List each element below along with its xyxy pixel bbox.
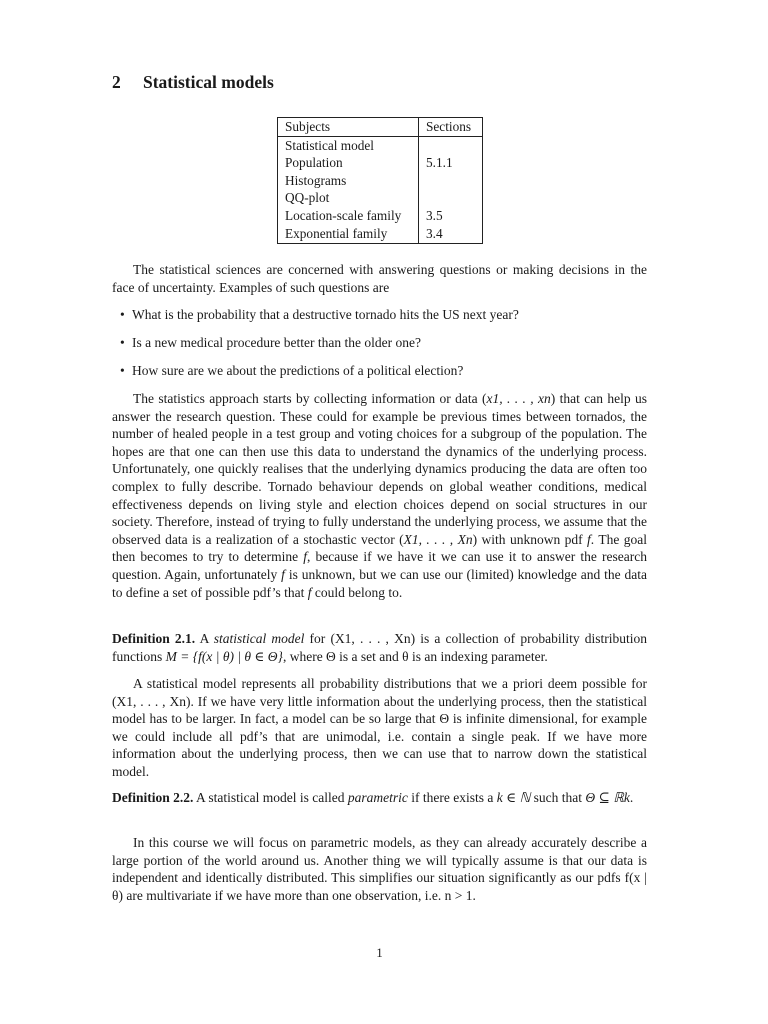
table-cell-subject: Statistical model xyxy=(278,136,419,154)
closing-paragraph: In this course we will focus on parametric models, as they can already accurately describe a large portion of the world around us. Another thing we will typically assume is that our data is independent and identically distributed. This simplifies our situation significantly as our pdfs f(x | θ) are multivariate if we have more than one observation, i.e. n > 1. xyxy=(112,835,647,903)
table-cell-subject: Histograms xyxy=(278,172,419,190)
definition-label: Definition 2.2. xyxy=(112,790,194,805)
question-text: What is the probability that a destructive tornado hits the US next year? xyxy=(132,307,519,322)
table-row xyxy=(278,136,483,154)
stochastic-vector: X1, . . . , Xn xyxy=(403,531,473,547)
table-cell-section: 3.4 xyxy=(419,225,483,244)
list-item xyxy=(120,362,464,380)
definition-label: Definition 2.1. xyxy=(112,631,196,646)
table-header-row xyxy=(278,118,483,137)
list-item xyxy=(120,334,421,352)
data-tuple: x1, . . . , xn xyxy=(486,391,551,406)
table-cell-section xyxy=(419,189,483,207)
page-number: 1 xyxy=(376,945,383,960)
table-row xyxy=(278,172,483,190)
table-row xyxy=(278,154,483,172)
table-row xyxy=(278,207,483,225)
list-item xyxy=(120,306,519,324)
table-cell-subject: Location-scale family xyxy=(278,207,419,225)
bullet-icon: • xyxy=(120,307,125,322)
section-number: 2 xyxy=(112,72,121,92)
section-title: Statistical models xyxy=(143,72,274,92)
table-cell-subject: QQ-plot xyxy=(278,189,419,207)
table-cell-section xyxy=(419,172,483,190)
defined-term: statistical model xyxy=(213,631,305,646)
question-text: Is a new medical procedure better than the older one? xyxy=(132,335,421,350)
table-row xyxy=(278,189,483,207)
definition-2-1: Definition 2.1. A statistical model for (X1, . . . , Xn) is a collection of probability distribution functions M = {f(x | θ) | θ ∈ Θ}, where Θ is a set and θ is an indexing parameter. xyxy=(112,631,647,664)
table-cell-section: 5.1.1 xyxy=(419,154,483,172)
table-header-subjects: Subjects xyxy=(278,118,419,137)
topics-table xyxy=(277,117,483,244)
model-formula: M = {f(x | θ) | θ ∈ Θ} xyxy=(165,648,283,664)
table-cell-section xyxy=(419,136,483,154)
defined-term: parametric xyxy=(347,790,408,805)
intro-paragraph: The statistical sciences are concerned with answering questions or making decisions in the face of uncertainty. Examples of such questions are xyxy=(112,262,647,295)
table-header-sections: Sections xyxy=(419,118,483,137)
approach-paragraph: The statistics approach starts by collecting information or data (x1, . . . , xn) that can help us answer the research question. These could for example be previous times between tornados, the number of healed people in a test group and voting choices for a subgroup of the population. The hopes are that one can then use this data to understand the dynamics of the underlying process. Unfortunately, one quickly realises that the underlying dynamics producing the data are often too complex to fully describe. Tornado behaviour depends on global weather conditions, medical effectiveness depends on living style and election choices depend on social structures in our society. Therefore, instead of trying to fully understand the underlying process, we assume that the observed data is a realization of a stochastic vector (X1, . . . , Xn) with unknown pdf f. The goal then becomes to try to determine f, because if we have it we can use it to answer the research question. Again, unfortunately f is unknown, but we can use our (limited) knowledge and the data to define a set of possible pdf’s that f could belong to. xyxy=(112,391,647,600)
table-row xyxy=(278,225,483,244)
model-paragraph: A statistical model represents all probability distributions that we a priori deem possible for (X1, . . . , Xn). If we have very little information about the underlying process, then the statistical model has to be larger. In fact, a model can be so large that Θ is infinite dimensional, for example we could include all pdf’s that are unimodal, i.e. contain a single peak. If we have more information about the underlying process, then we can use that to narrow down the statistical model. xyxy=(112,676,647,779)
table-cell-subject: Exponential family xyxy=(278,225,419,244)
bullet-icon: • xyxy=(120,335,125,350)
table-cell-subject: Population xyxy=(278,154,419,172)
table-cell-section: 3.5 xyxy=(419,207,483,225)
bullet-icon: • xyxy=(120,363,125,378)
definition-2-2: Definition 2.2. A statistical model is called parametric if there exists a k ∈ ℕ such that Θ ⊆ ℝk. xyxy=(112,790,634,805)
section-heading xyxy=(112,72,274,92)
question-text: How sure are we about the predictions of a political election? xyxy=(132,363,464,378)
